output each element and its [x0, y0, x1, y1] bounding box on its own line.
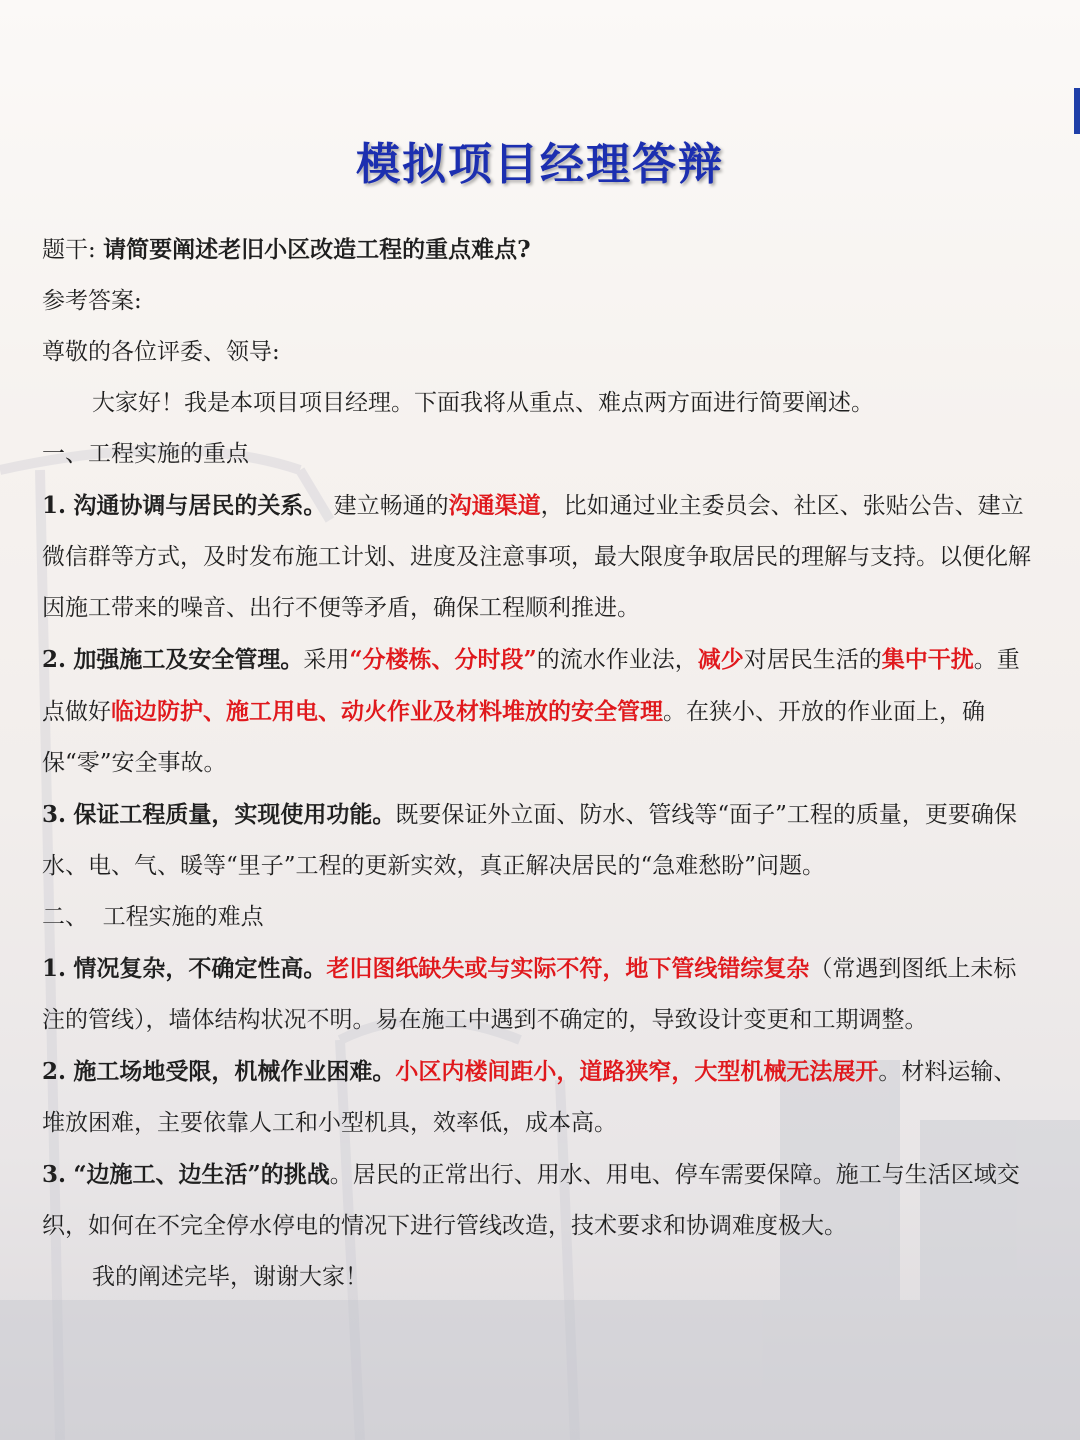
item-highlight: 老旧图纸缺失或与实际不符，地下管线错综复杂 — [326, 955, 810, 982]
salutation: 尊敬的各位评委、领导: — [42, 339, 280, 365]
item-highlight: 减少 — [697, 646, 744, 673]
item-text: 建立畅通的 — [326, 493, 449, 519]
item-number: 2. — [42, 1058, 67, 1085]
closing-line: 我的阐述完毕，谢谢大家！ — [92, 1264, 368, 1290]
item-title: 施工场地受限，机械作业困难。 — [73, 1058, 396, 1085]
accent-bar — [1074, 88, 1080, 134]
section1-item-3 — [42, 789, 1038, 892]
document-body — [42, 130, 1038, 1303]
item-number: 1. — [42, 492, 67, 519]
section1-item-1 — [42, 480, 1038, 634]
item-text: （常遇到图纸上未标注的管线），墙体结构状况不明。易在施工中遇到不确定的，导致设计变更和工期调整。 — [42, 956, 1017, 1033]
item-number: 2. — [42, 646, 67, 673]
item-highlight: 小区内楼间距小，道路狭窄，大型机械无法展开 — [395, 1058, 879, 1085]
item-number: 1. — [42, 955, 67, 982]
item-title: 保证工程质量，实现使用功能。 — [73, 801, 396, 828]
item-number: 3. — [42, 801, 67, 828]
item-title: 情况复杂，不确定性高。 — [73, 955, 327, 982]
item-text: 采用 — [303, 647, 350, 673]
item-number: 3. — [42, 1161, 67, 1188]
item-text: 对居民生活的 — [743, 647, 882, 673]
section2-item-1 — [42, 943, 1038, 1046]
section1-item-2 — [42, 634, 1038, 789]
item-text: ，比如通过业主委员会、社区、张贴公告、建立微信群等方式，及时发布施工计划、进度及注意事项，最大限度争取居民的理解与支持。以便化解因施工带来的噪音、出行不便等矛盾，确保工程顺利推进。 — [42, 493, 1031, 621]
item-highlight: “分楼栋、分时段” — [349, 646, 537, 673]
section2-heading: 二、 工程实施的难点 — [42, 904, 264, 930]
item-text: 。居民的正常出行、用水、用电、停车需要保障。施工与生活区域交织，如何在不完全停水停电的情况下进行管线改造，技术要求和协调难度极大。 — [42, 1162, 1020, 1239]
question-label: 题干: — [42, 237, 96, 263]
question-text: 请简要阐述老旧小区改造工程的重点难点? — [103, 236, 531, 263]
item-highlight: 集中干扰 — [881, 646, 974, 673]
item-text: 既要保证外立面、防水、管线等“面子”工程的质量，更要确保水、电、气、暖等“里子”工程的更新实效，真正解决居民的“急难愁盼”问题。 — [42, 802, 1017, 879]
intro-paragraph: 大家好！我是本项目项目经理。下面我将从重点、难点两方面进行简要阐述。 — [92, 390, 874, 416]
section1-heading: 一、工程实施的重点 — [42, 441, 249, 467]
item-title: “边施工、边生活”的挑战 — [73, 1161, 330, 1188]
section2-item-3 — [42, 1149, 1038, 1252]
section2-item-2 — [42, 1046, 1038, 1149]
item-text: 。在狭小、开放的作业面上，确保“零”安全事故。 — [42, 699, 985, 776]
item-highlight: 临边防护、施工用电、动火作业及材料堆放的安全管理 — [111, 698, 663, 725]
answer-label: 参考答案: — [42, 288, 142, 314]
item-text: 。材料运输、堆放困难，主要依靠人工和小型机具，效率低，成本高。 — [42, 1059, 1017, 1136]
item-text: 的流水作业法， — [536, 647, 698, 673]
page-title: 模拟项目经理答辩 — [356, 139, 724, 190]
item-highlight: 沟通渠道 — [448, 492, 541, 519]
item-title: 加强施工及安全管理。 — [73, 646, 304, 673]
item-title: 沟通协调与居民的关系。 — [73, 492, 327, 519]
question-line — [42, 224, 1038, 276]
item-text: 。重点做好 — [42, 647, 1020, 725]
